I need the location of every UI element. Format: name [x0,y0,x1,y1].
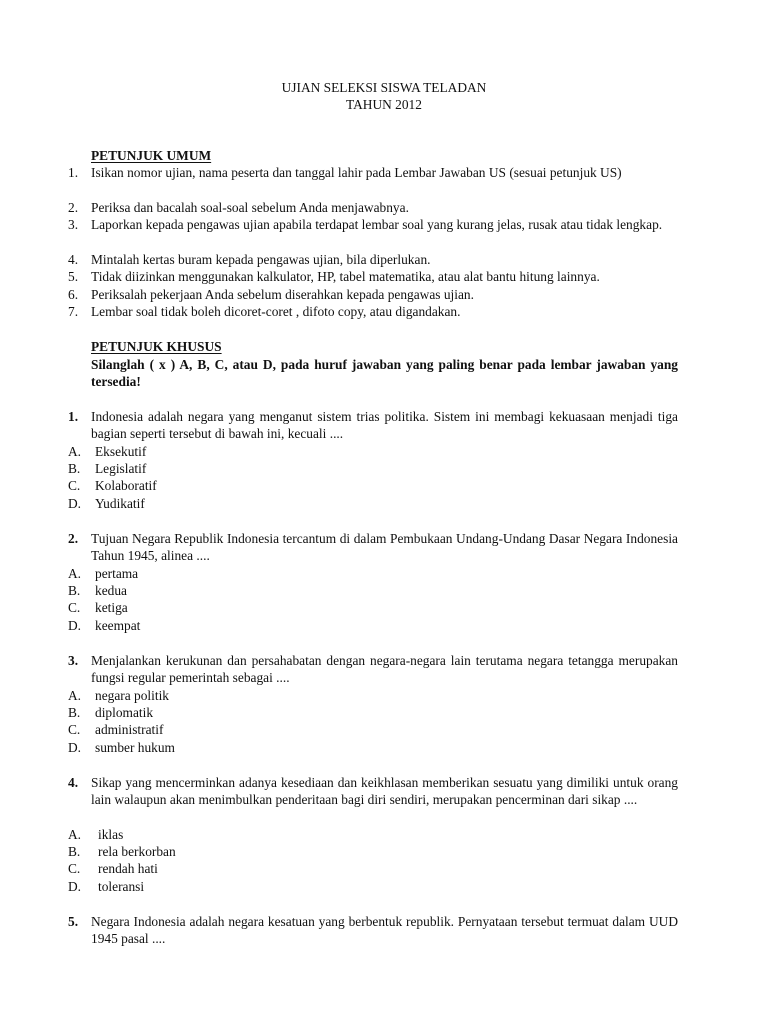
option-letter: B. [68,705,81,720]
option-letter: A. [68,688,82,703]
question-text: Negara Indonesia adalah negara kesatuan yang berbentuk republik. Pernyataan tersebut termuat dalam UUD 1945 pasal .... [91,914,678,947]
question-number: 2. [68,531,79,546]
option-text: ketiga [95,600,128,615]
option-text: Eksekutif [95,444,147,459]
option-letter: C. [68,861,81,876]
option-letter: A. [68,827,82,842]
option-text: administratif [95,722,164,737]
exam-title: UJIAN SELEKSI SISWA TELADAN [281,80,487,95]
item-number: 7. [68,304,79,319]
option-text: diplomatik [95,705,154,720]
option-text: rendah hati [98,861,158,876]
option-text: Yudikatif [95,496,145,511]
option-letter: A. [68,566,82,581]
specific-instruction-text: Silanglah ( x ) A, B, C, atau D, pada huruf jawaban yang paling benar pada lembar jawaban yang tersedia! [91,357,678,390]
item-text: Tidak diizinkan menggunakan kalkulator, HP, tabel matematika, atau alat bantu hitung lainnya. [91,269,600,284]
item-number: 4. [68,252,79,267]
item-number: 2. [68,200,79,215]
item-number: 3. [68,217,79,232]
item-number: 5. [68,269,79,284]
item-text: Mintalah kertas buram kepada pengawas ujian, bila diperlukan. [91,252,431,267]
question-number: 5. [68,914,79,929]
option-text: keempat [95,618,141,633]
question-number: 4. [68,775,79,790]
option-letter: C. [68,600,81,615]
item-text: Laporkan kepada pengawas ujian apabila terdapat lembar soal yang kurang jelas, rusak atau tidak lengkap. [91,217,663,232]
option-letter: B. [68,461,81,476]
option-letter: C. [68,722,81,737]
option-text: iklas [98,827,124,842]
item-text: Lembar soal tidak boleh dicoret-coret , difoto copy, atau digandakan. [91,304,461,319]
question-text: Menjalankan kerukunan dan persahabatan dengan negara-negara lain terutama negara tetangga merupakan fungsi regular pemerintah sebagai .... [91,653,678,686]
option-letter: C. [68,478,81,493]
option-text: Legislatif [95,461,147,476]
question-text: Indonesia adalah negara yang menganut sistem trias politika. Sistem ini membagi kekuasaan menjadi tiga bagian seperti tersebut di bawah ini, kecuali .... [91,409,678,442]
option-letter: B. [68,844,81,859]
option-letter: B. [68,583,81,598]
general-instructions-heading: PETUNJUK UMUM [91,148,212,163]
option-text: sumber hukum [95,740,175,755]
item-number: 6. [68,287,79,302]
option-text: toleransi [98,879,145,894]
option-letter: A. [68,444,82,459]
option-letter: D. [68,879,82,894]
option-text: negara politik [95,688,169,703]
option-letter: D. [68,740,82,755]
question-number: 1. [68,409,79,424]
item-text: Periksa dan bacalah soal-soal sebelum Anda menjawabnya. [91,200,409,215]
option-letter: D. [68,496,82,511]
item-text: Periksalah pekerjaan Anda sebelum diserahkan kepada pengawas ujian. [91,287,474,302]
item-text: Isikan nomor ujian, nama peserta dan tanggal lahir pada Lembar Jawaban US (sesuai petunjuk US) [91,165,622,180]
option-text: Kolaboratif [95,478,157,493]
option-text: pertama [95,566,139,581]
exam-year: TAHUN 2012 [346,97,422,112]
option-text: rela berkorban [98,844,176,859]
item-number: 1. [68,165,79,180]
option-text: kedua [95,583,127,598]
question-text: Sikap yang mencerminkan adanya kesediaan dan keikhlasan memberikan sesuatu yang dimiliki untuk orang lain walaupun akan menimbulkan penderitaan bagi diri sendiri, merupakan pencerminan dari sikap .... [91,775,678,808]
option-letter: D. [68,618,82,633]
question-number: 3. [68,653,79,668]
question-text: Tujuan Negara Republik Indonesia tercantum di dalam Pembukaan Undang-Undang Dasar Negara Indonesia Tahun 1945, alinea .... [91,531,678,564]
specific-instructions-heading: PETUNJUK KHUSUS [91,339,222,354]
